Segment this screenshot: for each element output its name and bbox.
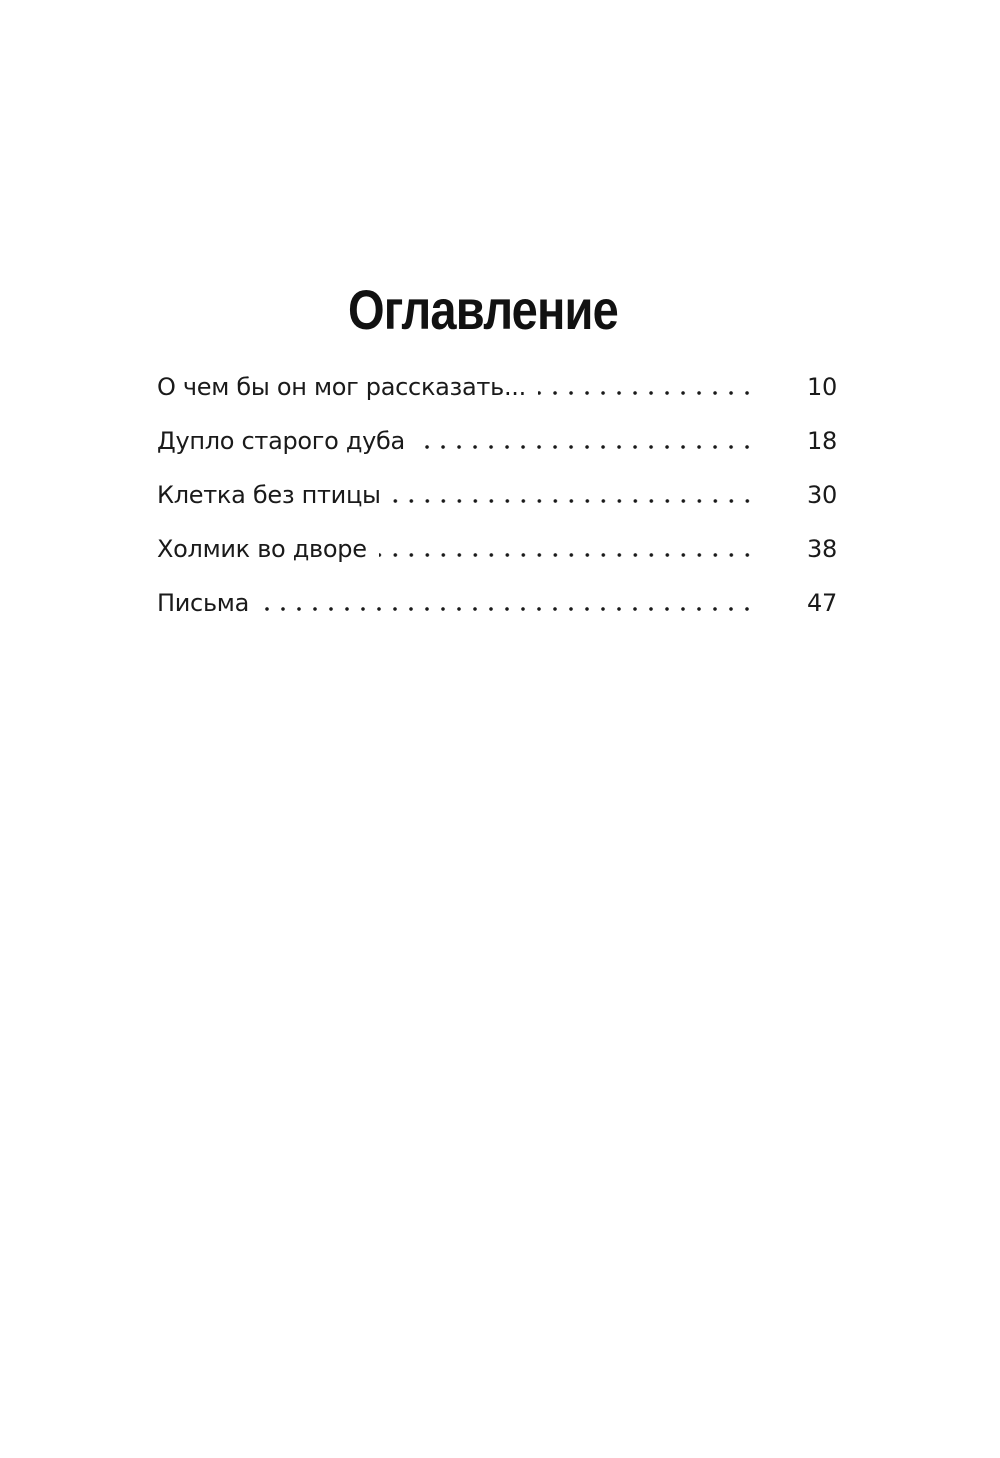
toc-entry <box>157 468 835 522</box>
toc-entry <box>157 360 835 414</box>
toc-entry-title: О чем бы он мог рассказать... <box>157 373 526 401</box>
dot-leader <box>393 499 755 503</box>
toc-entry-page: 10 <box>807 373 837 401</box>
toc-entry-title: Дупло старого дуба <box>157 427 405 455</box>
toc-entry-page: 47 <box>807 589 837 617</box>
toc-entry <box>157 414 835 468</box>
dot-leader <box>417 445 755 449</box>
toc-entry-page: 38 <box>807 535 837 563</box>
dot-leader <box>379 553 755 557</box>
toc-entry <box>157 522 835 576</box>
toc-entry-page: 18 <box>807 427 837 455</box>
toc-entry-title: Клетка без птицы <box>157 481 381 509</box>
toc-entry-page: 30 <box>807 481 837 509</box>
dot-leader <box>261 607 755 611</box>
toc-entry <box>157 576 835 630</box>
dot-leader <box>538 391 755 395</box>
toc-list <box>157 360 835 630</box>
toc-title: Оглавление <box>348 277 618 341</box>
toc-entry-title: Холмик во дворе <box>157 535 367 563</box>
toc-entry-title: Письма <box>157 589 249 617</box>
